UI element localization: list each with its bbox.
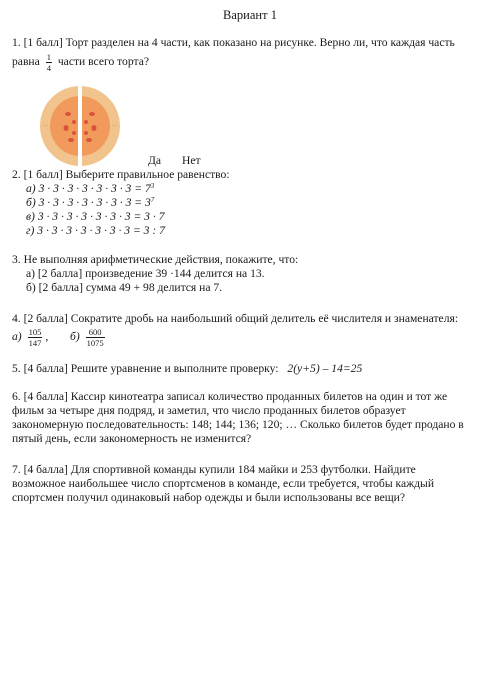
q2-option-b: б) $3 \cdot 3 \cdot 3 \cdot 3 \cdot 3 \cdot 3 \cdot 3 = 3^7$: [26, 196, 155, 209]
answer-yes[interactable]: Да: [148, 154, 162, 167]
q4-fraction-a: $\frac{105}{147}$: [28, 327, 42, 348]
q4-fractions: а) $\frac{105}{147}$ , б) $\frac{600}{1075}$: [12, 327, 104, 348]
page-title: Вариант 1: [223, 8, 277, 22]
q4-label-b: б): [70, 330, 80, 344]
q2-header: 2. [1 балл] Выберите правильное равенство:: [12, 168, 230, 181]
question-5: [12, 362, 492, 376]
q5-text: 5. [4 балла] Решите уравнение и выполните проверку: 2(у+5) – 14=25: [12, 362, 363, 375]
answer-no[interactable]: Нет: [181, 154, 201, 167]
q1-line-2-rest: части всего торта?: [57, 55, 149, 69]
question-6: [12, 390, 492, 446]
q6-line-4: пятый день, если закономерность не изменится?: [12, 432, 252, 445]
q2-option-c: в) 3 · 3 · 3 · 3 · 3 · 3 · 3 = 3 · 7: [26, 210, 165, 223]
question-7: [12, 463, 492, 505]
q6-line-2: фильм за четыре дня подряд, и заметил, что число проданных билетов образует: [12, 404, 406, 417]
q5-equation: 2(у+5) – 14=25: [287, 362, 363, 375]
q6-line-1: 6. [4 балла] Кассир кинотеатра записал количество проданных билетов на один и тот же: [12, 390, 448, 403]
q7-line-1: 7. [4 балла] Для спортивной команды купили 184 майки и 253 футболки. Найдите: [12, 463, 416, 476]
question-1: [12, 36, 492, 73]
q7-line-2: возможное наибольшее число спортсменов в команде, если требуется, чтобы каждый: [12, 477, 435, 490]
q1-fraction-denominator: 4: [46, 63, 51, 73]
q1-answer-options: [148, 154, 219, 168]
q3-part-b: б) [2 балла] сумма 49 + 98 делится на 7.: [26, 281, 223, 294]
q6-line-3: закономерную последовательность: 148; 144; 136; 120; … Сколько билетов будет продано в: [12, 418, 464, 431]
q1-fraction-numerator: 1: [46, 52, 51, 62]
q4-label-a: а): [12, 330, 22, 344]
pie-cut-vertical: [78, 84, 82, 168]
q1-fraction: [46, 52, 52, 73]
q7-line-3: спортсмен получил одинаковый набор одежды и были использованы все вещи?: [12, 491, 406, 504]
q2-option-d: г) 3 · 3 · 3 · 3 · 3 · 3 · 3 = 3 : 7: [26, 224, 165, 237]
q4-header: 4. [2 балла] Сократите дробь на наибольший общий делитель её числителя и знаменателя:: [12, 312, 459, 325]
q1-equal-word: равна: [12, 55, 40, 69]
q1-line-2: [12, 52, 492, 73]
question-3: [12, 253, 492, 295]
question-2: [12, 168, 492, 238]
q3-header: 3. Не выполняя арифметические действия, покажите, что:: [12, 253, 299, 266]
q1-line-1: 1. [1 балл] Торт разделен на 4 части, как показано на рисунке. Верно ли, что каждая часть: [12, 36, 455, 49]
q3-part-a: а) [2 балла] произведение 39 ·144 делится на 13.: [26, 267, 265, 280]
q2-option-a: а) $3 \cdot 3 \cdot 3 \cdot 3 \cdot 3 \cdot 3 \cdot 3 = 7^3$: [26, 182, 155, 195]
question-4: [12, 312, 492, 348]
q4-fraction-b: $\frac{600}{1075}$: [86, 327, 104, 348]
pie-image: [38, 84, 122, 168]
